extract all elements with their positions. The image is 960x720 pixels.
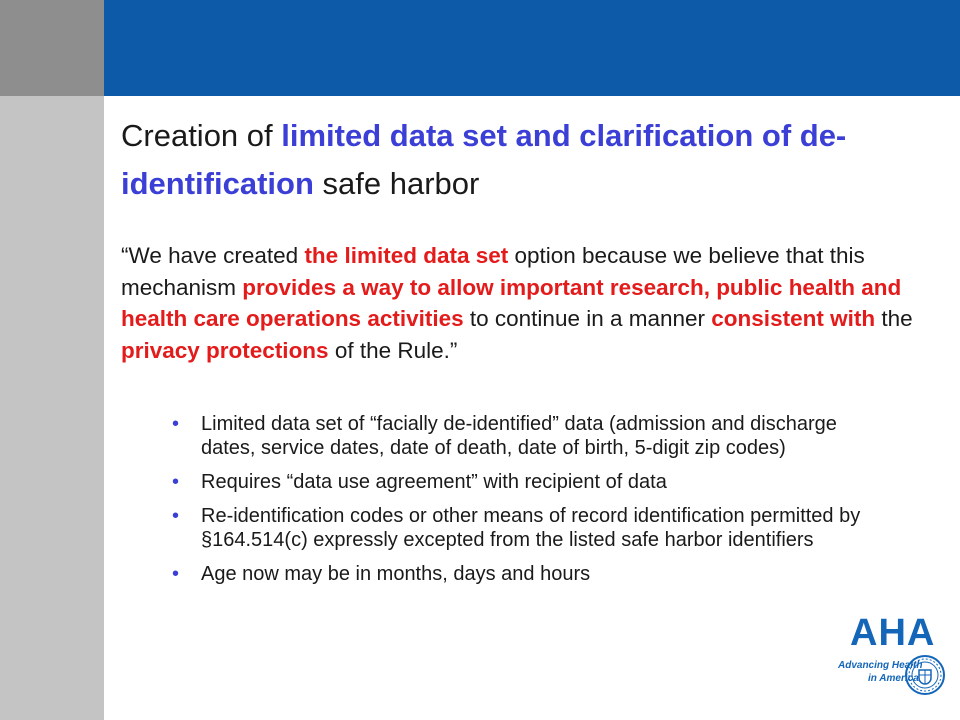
list-item — [170, 504, 890, 552]
quote-text-4: the — [875, 306, 913, 331]
quote-highlight-3: consistent with — [711, 306, 876, 331]
bullet-icon: • — [172, 413, 180, 435]
bullet-icon: • — [172, 563, 180, 585]
logo-tagline-2: in America — [868, 673, 919, 684]
bullet-text: Limited data set of “facially de-identified” data (admission and discharge dates, service dates, date of death, date of birth, 5-digit zip codes) — [201, 413, 837, 459]
quote-text-5: of the Rule.” — [328, 337, 458, 363]
list-item — [170, 562, 890, 586]
title-text-2: safe harbor — [313, 166, 480, 201]
logo-wordmark: AHA — [850, 612, 936, 654]
list-item — [170, 470, 890, 494]
quote-text-3: to continue in a manner — [463, 306, 712, 331]
quote-text-1: “We have created — [121, 243, 305, 268]
bullet-text: Requires “data use agreement” with recipient of data — [201, 471, 667, 493]
left-corner-block — [0, 0, 104, 96]
quote-text-2: option because we believe that this mechanism — [121, 243, 865, 300]
quote-highlight-4: privacy protections — [121, 337, 329, 363]
title-highlight: limited data set and clarification of de-identification — [121, 118, 847, 201]
left-sidebar-strip — [0, 0, 104, 720]
bullet-text: Re-identification codes or other means of record identification permitted by §164.514(c) expressly excepted from the listed safe harbor identifiers — [201, 505, 861, 551]
list-item — [170, 412, 890, 460]
seal-icon — [904, 654, 946, 696]
bullet-text: Age now may be in months, days and hours — [201, 563, 591, 585]
bullet-icon: • — [172, 471, 180, 493]
bullet-list — [170, 412, 890, 596]
title-text-1: Creation of — [121, 118, 282, 153]
quote-paragraph — [121, 240, 951, 366]
logo-tagline-1: Advancing Health — [838, 660, 923, 671]
header-bar — [104, 0, 960, 96]
slide-title — [121, 112, 951, 208]
bullet-icon: • — [172, 505, 180, 527]
quote-highlight-1: the limited data set — [304, 243, 509, 268]
quote-highlight-2: provides a way to allow important research, public health and health care operations activities — [121, 274, 902, 331]
